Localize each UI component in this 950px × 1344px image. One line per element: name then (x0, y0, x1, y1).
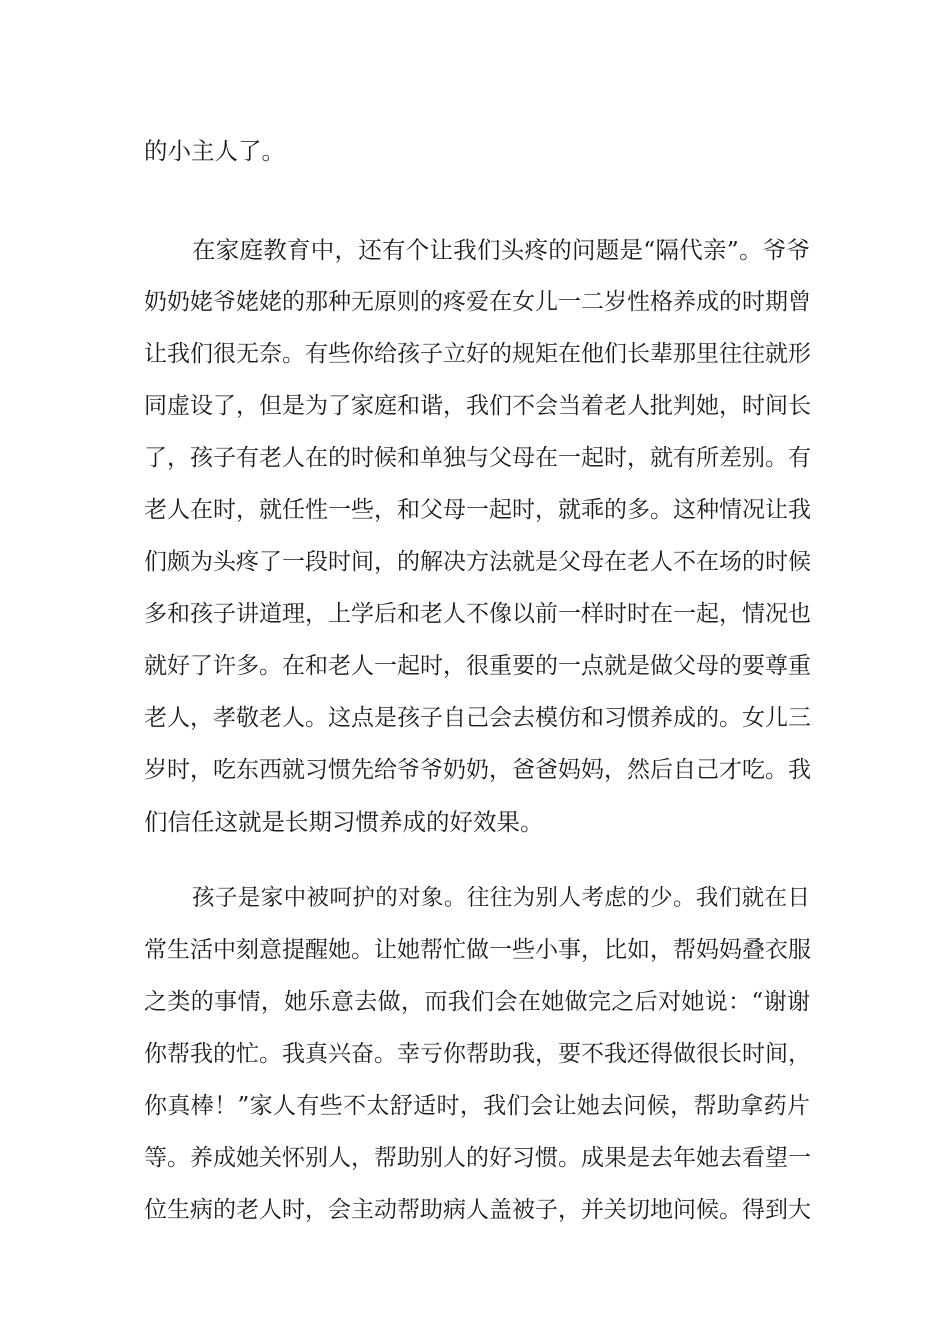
paragraph-2-line-1: 在家庭教育中，还有个让我们头疼的问题是“隔代亲”。爷爷 (192, 236, 810, 264)
paragraph-2-line-2: 奶奶姥爷姥姥的那种无原则的疼爱在女儿一二岁性格养成的时期曾 (144, 289, 811, 315)
paragraph-3-line-4: 你帮我的忙。我真兴奋。幸亏你帮助我，要不我还得做很长时间， (144, 1041, 811, 1067)
paragraph-2-line-5: 了，孩子有老人在的时候和单独与父母在一起时，就有所差别。有 (144, 445, 811, 471)
paragraph-3-line-2: 常生活中刻意提醒她。让她帮忙做一些小事，比如，帮妈妈叠衣服 (144, 937, 811, 963)
paragraph-2-line-7: 们颇为头疼了一段时间，的解决方法就是父母在老人不在场的时候 (144, 549, 811, 575)
paragraph-2-line-11: 岁时，吃东西就习惯先给爷爷奶奶，爸爸妈妈，然后自己才吃。我 (144, 757, 811, 783)
paragraph-3-line-5: 你真棒！”家人有些不太舒适时，我们会让她去问候，帮助拿药片 (144, 1093, 810, 1119)
paragraph-2-line-6: 老人在时，就任性一些，和父母一起时，就乖的多。这种情况让我 (144, 497, 811, 523)
paragraph-2-line-8: 多和孩子讲道理，上学后和老人不像以前一样时时在一起，情况也 (144, 601, 811, 627)
paragraph-2-line-9: 就好了许多。在和老人一起时，很重要的一点就是做父母的要尊重 (144, 653, 811, 679)
paragraph-3-line-7: 位生病的老人时，会主动帮助病人盖被子，并关切地问候。得到大 (144, 1197, 811, 1223)
paragraph-3-line-1: 孩子是家中被呵护的对象。往往为别人考虑的少。我们就在日 (192, 885, 810, 911)
paragraph-2-line-4: 同虚设了，但是为了家庭和谐，我们不会当着老人批判她，时间长 (144, 393, 811, 419)
paragraph-2-line-12: 们信任这就是长期习惯养成的好效果。 (144, 808, 544, 836)
paragraph-1-line-1: 的小主人了。 (144, 137, 285, 165)
paragraph-3-line-6: 等。养成她关怀别人，帮助别人的好习惯。成果是去年她去看望一 (144, 1145, 811, 1171)
paragraph-2-line-3: 让我们很无奈。有些你给孩子立好的规矩在他们长辈那里往往就形 (144, 341, 811, 367)
paragraph-3-line-3: 之类的事情，她乐意去做，而我们会在她做完之后对她说：“谢谢 (144, 989, 810, 1015)
paragraph-2-line-10: 老人，孝敬老人。这点是孩子自己会去模仿和习惯养成的。女儿三 (144, 705, 811, 731)
